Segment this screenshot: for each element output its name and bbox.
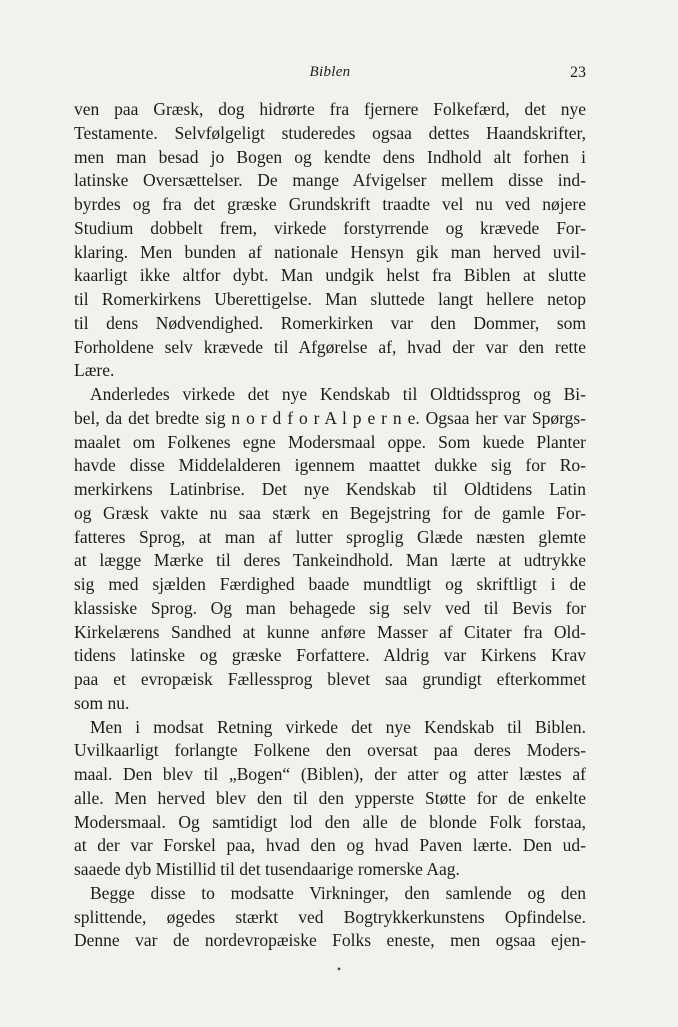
text-line: byrdes og fra det græske Grundskrift traadte vel nu ved nøjere bbox=[74, 194, 586, 214]
text-line: alle. Men herved blev den til den ypperste Støtte for de enkelte bbox=[74, 787, 586, 808]
paragraph-end-line: som nu. bbox=[74, 692, 130, 713]
text-line: Uvilkaarligt forlangte Folkene den oversat paa deres Moders- bbox=[74, 740, 586, 761]
running-head bbox=[74, 64, 586, 86]
text-line: tidens latinske og græske Forfattere. Aldrig var Kirkens Krav bbox=[74, 645, 586, 666]
text-line: Kirkelærens Sandhed at kunne anføre Masser af Citater fra Old- bbox=[74, 621, 586, 642]
text-line: merkirkens Latinbrise. Det nye Kendskab til Oldtidens Latin bbox=[74, 479, 586, 499]
paragraph-start-line: Anderledes virkede det nye Kendskab til Oldtidssprog og Bi- bbox=[90, 384, 586, 404]
text-line: klassiske Sprog. Og man behagede sig selv ved til Bevis for bbox=[74, 597, 586, 618]
text-line: at der var Forskel paa, hvad den og hvad Paven lærte. Den ud- bbox=[74, 835, 586, 856]
text-line: splittende, øgedes stærkt ved Bogtrykkerkunstens Opfindelse. bbox=[74, 906, 586, 927]
text-line: paa et evropæisk Fællessprog blevet saa grundigt efterkommet bbox=[74, 669, 586, 689]
text-line: Studium dobbelt frem, virkede forstyrrende og krævede For- bbox=[74, 217, 586, 238]
printer-mark: • bbox=[336, 962, 342, 976]
paragraph-end-line: saaede dyb Mistillid til det tusendaarige romerske Aag. bbox=[74, 859, 460, 879]
text-line: latinske Oversættelser. De mange Afvigelser mellem disse ind- bbox=[74, 170, 586, 191]
text-line: fatteres Sprog, at man af lutter sproglig Glæde næsten glemte bbox=[74, 526, 586, 547]
text-line: klaring. Men bunden af nationale Hensyn gik man herved uvil- bbox=[74, 241, 586, 262]
page-number: 23 bbox=[570, 64, 586, 81]
text-line: til Romerkirkens Uberettigelse. Man sluttede langt hellere netop bbox=[74, 289, 586, 309]
text-line: Denne var de nordevropæiske Folks eneste, men ogsaa ejen- bbox=[74, 930, 586, 951]
text-line: at lægge Mærke til deres Tankeindhold. Man lærte at udtrykke bbox=[74, 550, 586, 571]
paragraph-start-line: Begge disse to modsatte Virkninger, den samlende og den bbox=[90, 882, 586, 903]
paragraph-end-line: Lære. bbox=[74, 360, 115, 381]
text-line: og Græsk vakte nu saa stærk en Begejstring for de gamle For- bbox=[74, 502, 586, 523]
running-title: Biblen bbox=[309, 64, 351, 80]
paragraph-start-line: Men i modsat Retning virkede det nye Kendskab til Biblen. bbox=[90, 716, 586, 737]
text-line: til dens Nødvendighed. Romerkirken var den Dommer, som bbox=[74, 312, 586, 333]
text-line: Testamente. Selvfølgeligt studeredes ogsaa dettes Haandskrifter, bbox=[74, 122, 586, 143]
text-line: ven paa Græsk, dog hidrørte fra fjernere Folkefærd, det nye bbox=[74, 99, 586, 119]
text-line: men man besad jo Bogen og kendte dens Indhold alt forhen i bbox=[74, 146, 586, 167]
text-line: bel, da det bredte sig n o r d f o r A l p e r n e. Ogsaa her var Spørgs- bbox=[74, 407, 586, 428]
text-line: Forholdene selv krævede til Afgørelse af, hvad der var den rette bbox=[74, 336, 586, 357]
text-line: sig med sjælden Færdighed baade mundtligt og skriftligt i de bbox=[74, 574, 586, 594]
text-line: kaarligt ikke altfor dybt. Man undgik helst fra Biblen at slutte bbox=[74, 265, 586, 286]
body-text bbox=[74, 98, 586, 953]
text-line: havde disse Middelalderen igennem maattet dukke sig for Ro- bbox=[74, 455, 586, 476]
text-line: maal. Den blev til „Bogen“ (Biblen), der atter og atter læstes af bbox=[74, 764, 586, 784]
text-line: Modersmaal. Og samtidigt lod den alle de blonde Folk forstaa, bbox=[74, 811, 586, 832]
text-line: maalet om Folkenes egne Modersmaal oppe. Som kuede Planter bbox=[74, 431, 586, 452]
